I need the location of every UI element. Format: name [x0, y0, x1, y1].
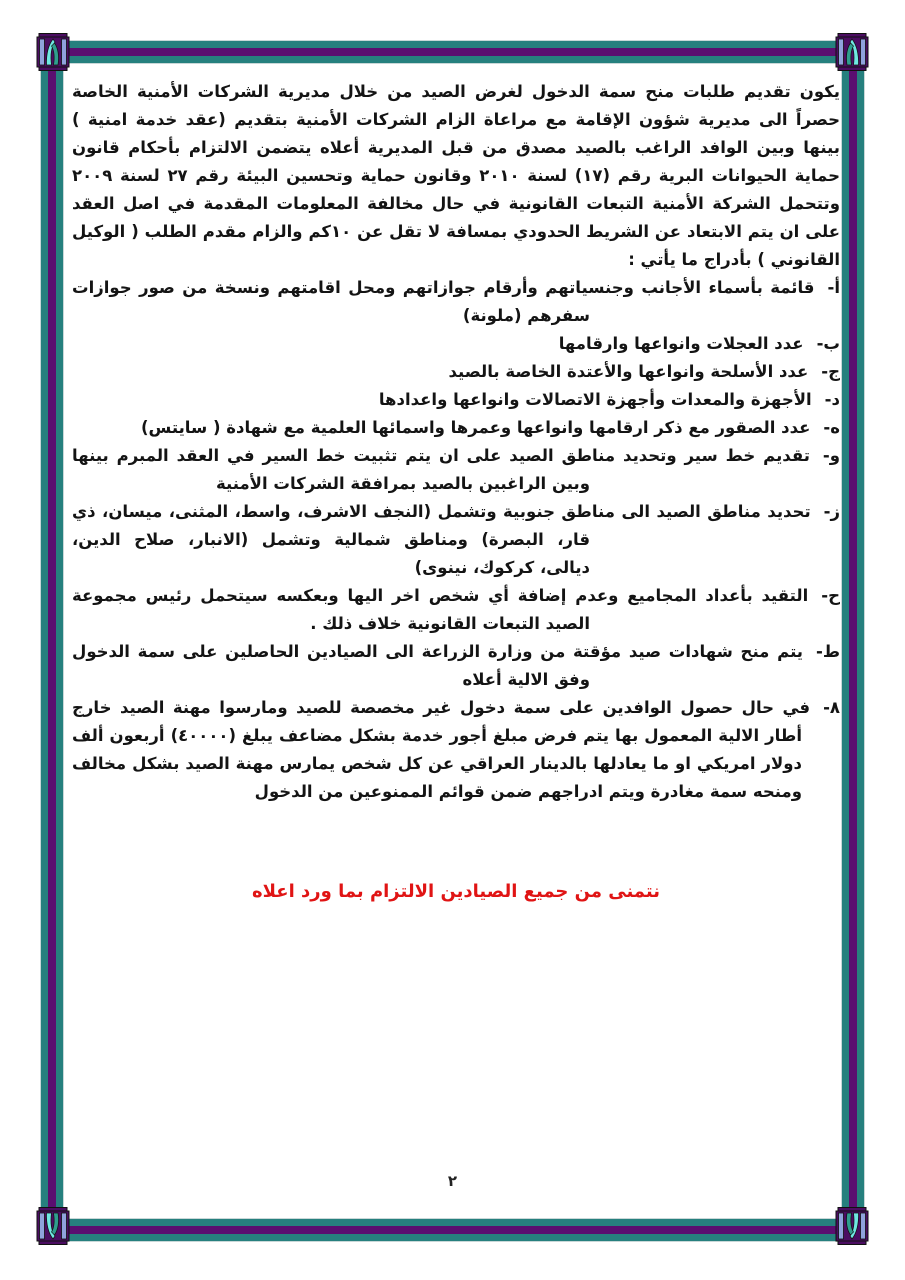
page-number: ٢ [447, 1172, 458, 1190]
list-item [72, 330, 840, 358]
list-item [72, 386, 840, 414]
list-item-marker: د- [824, 390, 840, 409]
list-item-text: يتم منح شهادات صيد مؤقتة من وزارة الزراعة الى الصيادين الحاصلين على سمة الدخول وفق الالية أعلاه [72, 642, 803, 689]
list-item-marker: ب- [816, 334, 840, 353]
list-item [72, 358, 840, 386]
corner-ornament-icon [835, 1207, 869, 1245]
list-item-marker: أ- [827, 278, 840, 297]
corner-ornament-icon [36, 1207, 70, 1245]
corner-ornament-icon [36, 33, 70, 71]
list-item-text: عدد الأسلحة وانواعها والأعتدة الخاصة بالصيد [448, 362, 809, 381]
list-item-text: قائمة بأسماء الأجانب وجنسياتهم وأرقام جوازاتهم ومحل اقامتهم ونسخة من صور جوازات سفرهم (ملونة) [72, 278, 815, 325]
list-item-marker: ج- [821, 362, 840, 381]
list-item [72, 414, 840, 442]
page-border-top [40, 40, 865, 64]
list-item [72, 582, 840, 638]
intro-paragraph: يكون تقديم طلبات منح سمة الدخول لغرض الصيد من خلال مديرية الشركات الأمنية الخاصة حصراً الى مديرية شؤون الإقامة مع مراعاة الزام الشركات الأمنية بتقديم (عقد خدمة امنية ) بينها وبين الوافد الراغب بالصيد مصدق من قبل المديرية أعلاه يتضمن الالتزام بأحكام قانون حماية الحيوانات البرية رقم (١٧) لسنة ٢٠١٠ وقانون حماية وتحسين البيئة رقم ٢٧ لسنة ٢٠٠٩ وتتحمل الشركة الأمنية التبعات القانونية في حال مخالفة المعلومات المقدمة في اصل العقد على ان يتم الابتعاد عن الشريط الحدودي بمسافة لا تقل عن ١٠كم والزام مقدم الطلب ( الوكيل القانوني ) بأدراج ما يأتي : [72, 82, 841, 269]
list-item-text: عدد العجلات وانواعها وارقامها [558, 334, 804, 353]
page-border-right [841, 40, 865, 1242]
numbered-item-text: في حال حصول الوافدين على سمة دخول غير مخصصة للصيد ومارسوا مهنة الصيد خارج أطار الالية المعمول بها يتم فرض مبلغ أجور خدمة بشكل مضاعف يبلغ (٤٠٠٠٠) أربعون ألف دولار امريكي او ما يعادلها بالدينار العراقي عن كل شخص يمارس مهنة الصيد بشكل مخالف ومنحه سمة مغادرة ويتم ادراجهم ضمن قوائم الممنوعين من الدخول [72, 698, 811, 801]
document-body [72, 78, 840, 906]
list-item [72, 274, 840, 330]
list-item-text: تحديد مناطق الصيد الى مناطق جنوبية وتشمل (النجف الاشرف، واسط، المثنى، ميسان، ذي قار، البصرة) ومناطق شمالية وتشمل (الانبار، صلاح الدين، ديالى، كركوك، نينوى) [72, 502, 811, 577]
list-item-marker: و- [822, 446, 840, 465]
numbered-item [72, 694, 840, 806]
page-border-bottom [40, 1218, 865, 1242]
list-item [72, 498, 840, 582]
list-item-marker: ز- [823, 502, 840, 521]
corner-ornament-icon [835, 33, 869, 71]
list-item-marker: ح- [821, 586, 840, 605]
list-item-marker: ه- [823, 418, 840, 437]
page-border-left [40, 40, 64, 1242]
list-item-text: التقيد بأعداد المجاميع وعدم إضافة أي شخص اخر اليها وبعكسه سيتحمل رئيس مجموعة الصيد التبعات القانونية خلاف ذلك . [72, 586, 809, 633]
list-item [72, 638, 840, 694]
list-item-marker: ط- [816, 642, 840, 661]
numbered-item-marker: ٨- [823, 698, 840, 717]
list-item-text: تقديم خط سير وتحديد مناطق الصيد على ان يتم تثبيت خط السير في العقد المبرم بينها وبين الراغبين بالصيد بمرافقة الشركات الأمنية [72, 446, 810, 493]
closing-note: نتمنى من جميع الصيادين الالتزام بما ورد اعلاه [252, 881, 660, 902]
list-item [72, 442, 840, 498]
list-item-text: عدد الصقور مع ذكر ارقامها وانواعها وعمرها واسمائها العلمية مع شهادة ( سايتس) [140, 418, 811, 437]
list-item-text: الأجهزة والمعدات وأجهزة الاتصالات وانواعها واعدادها [378, 390, 812, 409]
